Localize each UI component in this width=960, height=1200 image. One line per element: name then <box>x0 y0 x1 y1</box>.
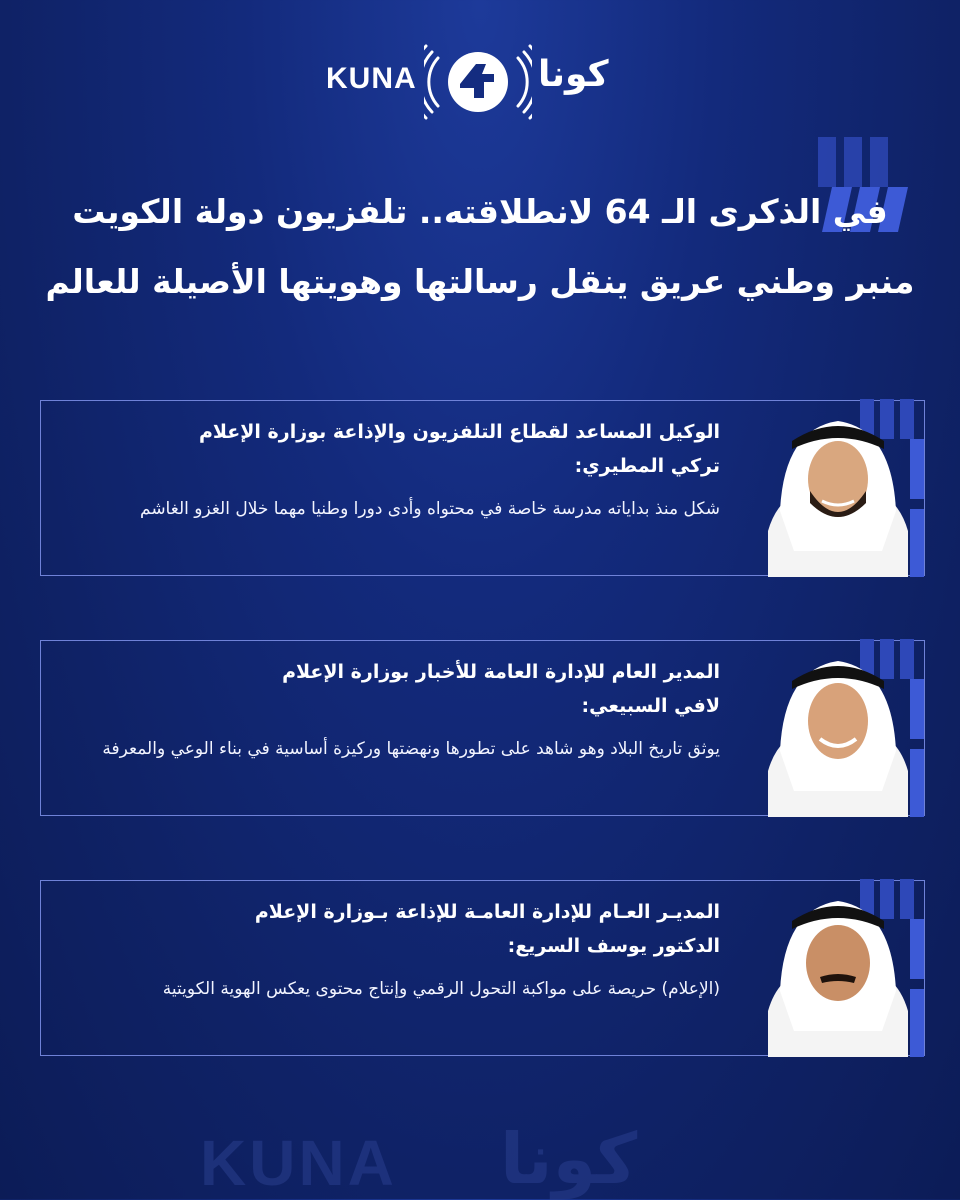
speaker-quote: (الإعلام) حريصة على مواكبة التحول الرقمي وإنتاج محتوى يعكس الهوية الكويتية <box>162 979 720 999</box>
speaker-name: لافي السبيعي: <box>581 695 720 717</box>
logo-latin-text: KUNA <box>326 62 417 95</box>
logo-arabic-text: كونا <box>538 54 609 95</box>
headline <box>40 188 920 306</box>
card-text <box>80 655 720 765</box>
speaker-quote: يوثق تاريخ البلاد وهو شاهد على تطورها ونهضتها وركيزة أساسية في بناء الوعي والمعرفة <box>102 739 720 759</box>
kuna-watermark <box>200 1118 760 1198</box>
speaker-role: المديـر العـام للإدارة العامـة للإذاعة بـوزارة الإعلام <box>254 901 720 923</box>
speaker-role: الوكيل المساعد لقطاع التلفزيون والإذاعة بوزارة الإعلام <box>198 421 720 443</box>
speaker-quote: شكل منذ بداياته مدرسة خاصة في محتواه وأدى دورا وطنيا مهما خلال الغزو الغاشم <box>140 499 720 519</box>
card-text <box>80 415 720 525</box>
watermark-arabic-text: كونا <box>500 1118 638 1200</box>
headline-line-2: منبر وطني عريق ينقل رسالتها وهويتها الأصيلة للعالم <box>45 262 915 301</box>
portrait-photo <box>758 401 918 577</box>
quote-card <box>40 400 925 576</box>
kuna-logo <box>0 40 960 120</box>
portrait-photo <box>758 881 918 1057</box>
speaker-role: المدير العام للإدارة العامة للأخبار بوزارة الإعلام <box>282 661 720 683</box>
speaker-name: تركي المطيري: <box>574 455 720 477</box>
watermark-latin-text: KUNA <box>200 1127 397 1199</box>
headline-line-1: في الذكرى الـ 64 لانطلاقته.. تلفزيون دولة الكويت <box>72 192 888 231</box>
quote-card <box>40 640 925 816</box>
card-text <box>80 895 720 1005</box>
speaker-name: الدكتور يوسف السريع: <box>507 935 720 957</box>
portrait-photo <box>758 641 918 817</box>
quote-card <box>40 880 925 1056</box>
kuna-emblem-icon <box>424 42 532 122</box>
